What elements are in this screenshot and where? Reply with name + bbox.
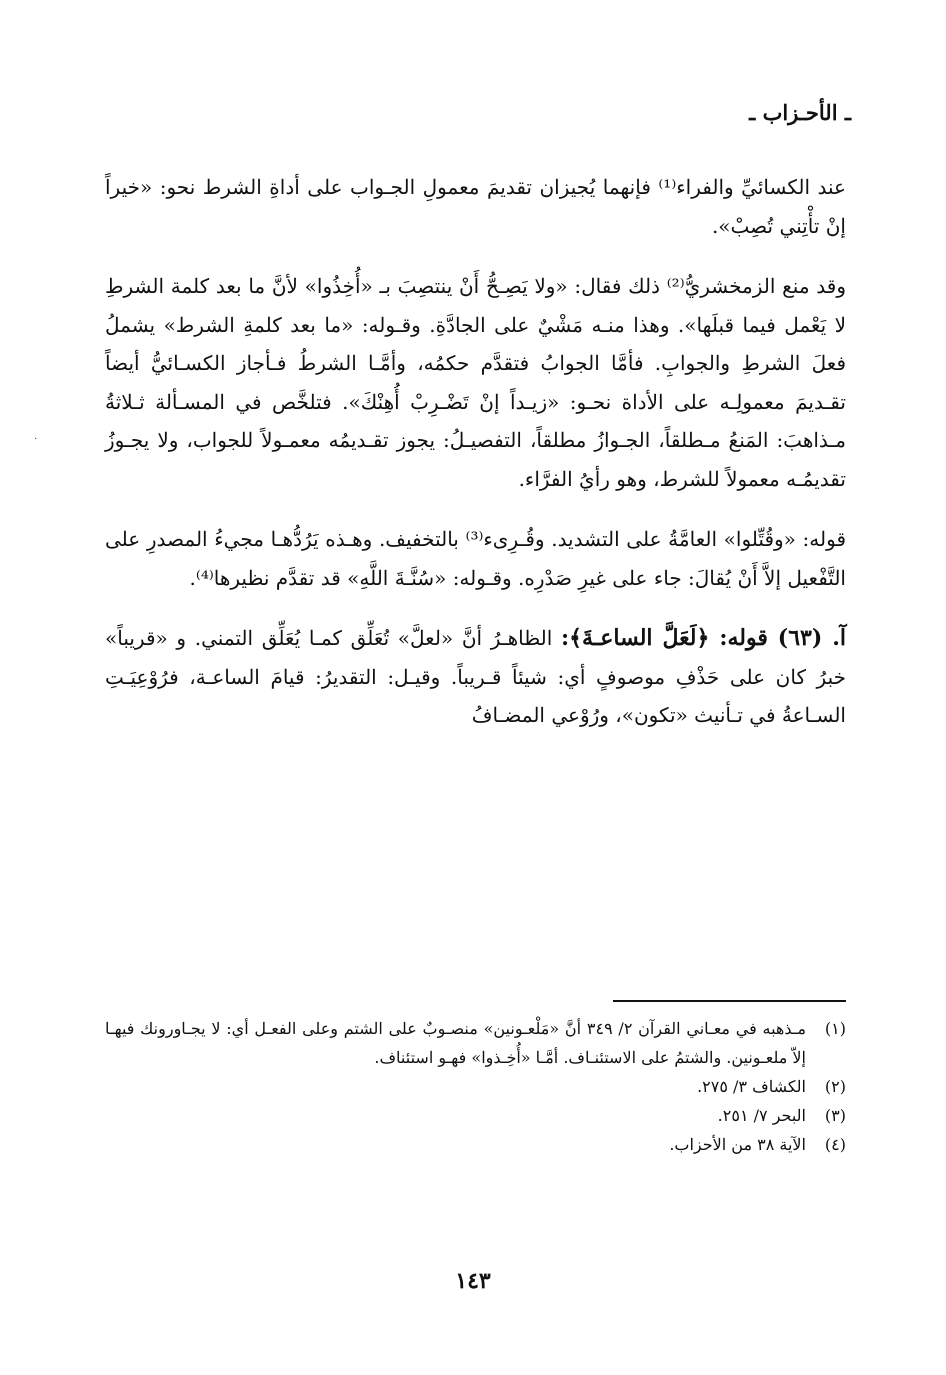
footnote-text: الكشاف ٣/ ٢٧٥. xyxy=(697,1077,806,1096)
footnote-text: الآية ٣٨ من الأحزاب. xyxy=(669,1135,806,1154)
paragraph-3-text: قوله: «وقُتِّلوا» العامَّةُ على التشديد. وقُـرِىء⁽³⁾ بالتخفيف. وهـذه يَرُدُّهـا مجيءُ المصدرِ على التَّفْعيل إلاَّ أَنْ يُقالَ: جاء على غيرِ صَدْرِه. وقـوله: «سُنَّـةَ اللَّهِ» قد تقدَّم نظيرها⁽⁴⁾. xyxy=(105,527,847,590)
footnote-number: (١) xyxy=(824,1019,846,1038)
footnote-2 xyxy=(105,1072,846,1101)
page-number: ١٤٣ xyxy=(455,1268,491,1294)
footnote-number: (٣) xyxy=(824,1106,846,1125)
footnotes xyxy=(105,1014,846,1159)
footnote-4 xyxy=(105,1130,846,1159)
paragraph-4 xyxy=(105,619,846,735)
paragraph-1-text: عند الكسائيِّ والفراء⁽¹⁾ فإنهما يُجيزان تقديمَ معمولِ الجـواب على أداةِ الشرط نحو: «خيراً إنْ تأْتِني تُصِبْ». xyxy=(105,175,846,238)
paragraph-2 xyxy=(105,267,846,498)
running-header: ـ الأحـزاب ـ xyxy=(749,100,851,125)
footnote-number: (٤) xyxy=(824,1135,846,1154)
footnote-number: (٢) xyxy=(824,1077,846,1096)
paragraph-1 xyxy=(105,168,846,245)
paragraph-3 xyxy=(105,520,846,597)
margin-mark: · xyxy=(34,434,38,445)
footnote-1 xyxy=(105,1014,846,1072)
main-text xyxy=(105,168,846,757)
footnote-text: البحر ٧/ ٢٥١. xyxy=(717,1106,806,1125)
paragraph-4-body: الظاهـرُ أنَّ «لعلَّ» تُعَلِّق كمـا يُعَلِّق التمني. و «قريباً» خبرُ كان على حَذْفِ موصوفٍ أي: شيئاً قـريباً. وقيـل: التقديرُ: قيامَ الساعـة، فرُوْعِيَـتِ السـاعةُ في تـأنيث «تكون»، ورُوْعي المضـافُ xyxy=(105,626,846,727)
paragraph-2-text: وقد منع الزمخشريُّ⁽²⁾ ذلك فقال: «ولا يَصِـحُّ أَنْ ينتصِبَ بـ «أُخِذُوا» لأنَّ ما بعد كلمة الشرطِ لا يَعْمل فيما قبلَها». وهذا منـه مَشْيٌ على الجادَّةِ. وقـوله: «ما بعد كلمةِ الشرط» يشملُ فعلَ الشرطِ والجوابِ. فأمَّا الجوابُ فتقدَّم حكمُه، وأمَّـا الشرطُ فـأجاز الكسـائيُّ أيضاً تقـديمَ معمولِـه على الأداة نحـو: «زيـداً إنْ تَضْـرِبْ أُهِنْكَ». فتلخَّص في المسـألة ثـلاثةُ مـذاهبَ: المَنعُ مـطلقاً، الجـوازُ مطلقاً، التفصيـلُ: يجوز تقـديمُه معمـولاً للجواب، ولا يجـوزُ تقديمُـه معمولاً للشرط، وهو رأيُ الفرَّاء. xyxy=(105,274,846,491)
footnote-3 xyxy=(105,1101,846,1130)
footnote-text: مـذهبه في معـاني القرآن ٢/ ٣٤٩ أنَّ «مَلْعـونين» منصـوبٌ على الشتم وعلى الفعـل أي: لا يجـاورونك فيهـا إلاّ ملعـونين. والشتمُ على الاستئنـاف. أمَّـا «أُخِـذوا» فهـو استئناف. xyxy=(105,1019,807,1067)
paragraph-4-text xyxy=(105,619,846,735)
section-heading: آ. (٦٣) قوله: ﴿لَعَلَّ الساعـةَ﴾: xyxy=(561,625,847,651)
footnote-divider xyxy=(613,1000,846,1002)
